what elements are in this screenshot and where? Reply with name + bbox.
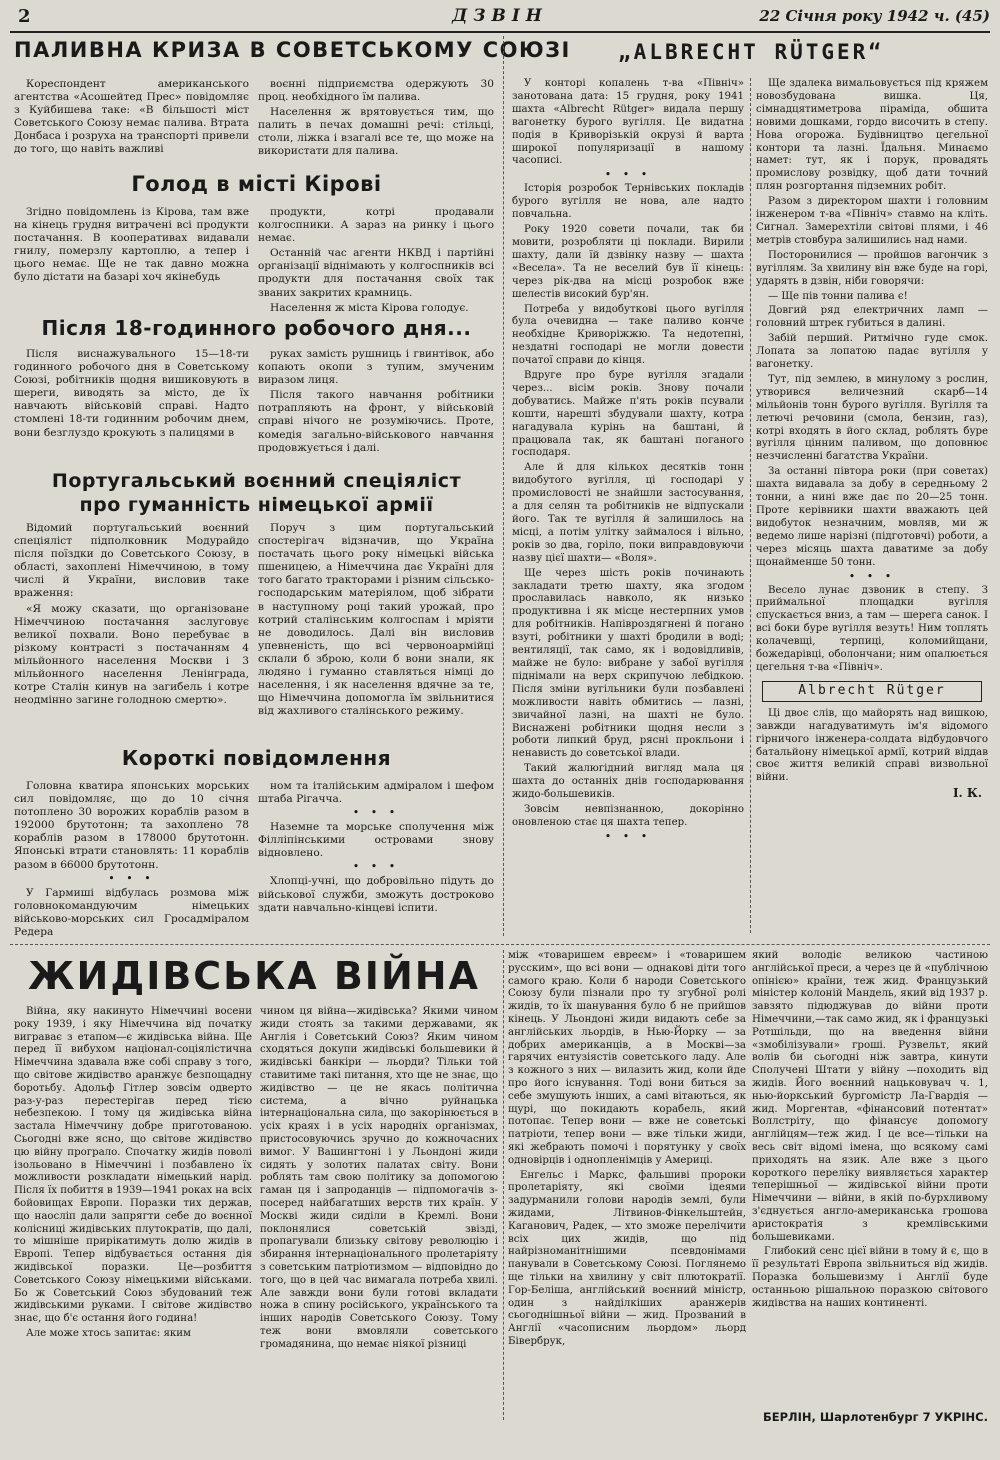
article6-col1-p9: Зовсім невпізнанною, докорінно оновленою стає ця шахта тепер. xyxy=(512,803,744,828)
name-plate-box: Albrecht Rütger xyxy=(762,681,982,702)
article5-col2-p2: Наземне та морське сполучення між Філліпінськими островами знову відновлено. xyxy=(258,821,494,860)
article6-col2-p1: Ще здалека вимальовується під кряжем новозбудована вишка. Ця, сімнадцятиметрова піраміда, обшита новими дошками, гордо височить в степу. Нова огорожа. Будівництво цегельної контори та лазні. Їдальня. Минаємо намет: тут, як і порук, провадять промислову розвідку, щоб дати точний плян розгортання підземних робіт. xyxy=(756,78,988,193)
article7-col1-end: Але може хтось запитає: яким xyxy=(26,1327,191,1339)
separator-dots: • • • xyxy=(108,871,155,885)
article1-col1 xyxy=(14,78,249,159)
article7-col2-text: чином ця війна—жидівська? Якими чином жиди стоять за такими державами, як Англія і Советський Союз? Яким чином сходяться докупи жидівські большевики й жидівські банкіри — льорди? Тільки той ставитиме такі питання, хто ще не знає, що жидівство — це не якась політична система, а вічно руйнацька інтернаціональна сила, що закорінюється в усіх краях і в усіх народніх організмах, пристосовуючись зручно до кожночасних вимог. У Вашингтоні і у Льондоні жиди сидять у золотих палатах світу. Вони роблять там свою політику за допомогою гаман ця і запроданців — підпомогачів з-посеред найбагатших верств тих країн. У Москві жиди сиділи в Кремлі. Вони поклонялися советській звізді, пропагували близьку світову революцію і збирання інтернаціонального пролетаріяту з советським патріотизмом — відповідно до того, що в цей час вимагала потреба хвилі. Але завжди вони були готові вкладати ножа в спину російського, українського та інших народів Советського Союзу. Тому теж вони вмовляли советського громадянина, що немає ніякої різниці xyxy=(260,1006,498,1350)
article2-col2-p2: Останній час агенти НКВД і партійні організації віднімають у колгоспників всі продукти для постачання своїх так званих закритих крамниць. xyxy=(258,247,494,299)
article5-col2 xyxy=(258,780,494,917)
article2-title: Голод в місті Кірові xyxy=(131,172,382,196)
article1-col1-text: Кореспондент американського агентства «Асошейтед Прес» повідомляє з Куйбишева таке: «В більшості міст Советського Союзу немає палива. Втрата Донбаса і розруха на транспорті привели до того, що навіть важливі xyxy=(14,78,249,156)
separator-dots: • • • xyxy=(352,860,400,874)
article1-col2-p2: Населення ж врятовується тим, що палить в печах домашні речі: стільці, столи, ліжка і взагалі все те, що може на використати для палива. xyxy=(258,106,494,158)
article7-col4-text: який володіє великою частиною англійської преси, а через це й «публічною опінією» країни, теж жид. Французький міністер колоній Мандель, який від 1937 р. завзято підюджував до війни проти Німеччини,—так само жид, як і французькі Ротшільди, що на введення війни «змобілізували» гроші. Рузвельт, який волів би сьогодні ніж завтра, кинути Сполучені Штати у війну —походить від жидів. Його воєнний нацьковувач ч. 1, нью-йоркський бургомістр Ла-Гвардія — жид. Моргентав, «фінансовий потентат» Воллстріту, що фінансує допомогу англійцям—теж жид. І це все—тільки на весь світ відомі імена, що всякому самі приходять на язик. Але вже з цього короткого переліку виявляється характер теперішньої — жидівської війни проти Німеччини — війни, в якій по-бурхливому з'єднується англо-американська грошова аристократія з кремлівськими большевиками. xyxy=(752,950,988,1243)
article6-col2 xyxy=(756,78,988,800)
article5-col1 xyxy=(14,780,249,941)
article5-col2-p3: Хлопці-учні, що добровільно підуть до військової служби, зможуть достроково здати навчально-кінцеві іспити. xyxy=(258,875,494,914)
column-rule xyxy=(503,950,504,1420)
article6-col1-p2: Історія розробок Тернівських покладів бурого вугілля не нова, але надто повчальна. xyxy=(512,183,744,221)
article7-col1-text: Війна, яку накинуто Німеччині восени року 1939, і яку Німеччина від початку виграває з етапом—є жидівська війна. Ще перед її вибухом націонал-соціялістична Німеччина здавала вже собі справу з того, що світове жидівство аранжує безпощадну боротьбу. Адольф Гітлер зовсім одверто раз-у-раз перестерігав перед тією небезпекою. І тому ця жидівська війна застала Німеччину добре приготованою. Сьогодні вже ясно, що світове жидівство цю війну програло. Спочатку жидів поволі ізольовано в Німеччині і позбавлено їх можливости розкладати німецький нарід. Після їх побиття в 1939—1941 роках на всіх бойовищах Европи. Поразки тих держав, що наосліп дали запрягти себе до воєнної колісниці жидівських плутократів, що далі, то мішніше прирікатимуть долю жидів в Европі. Тепер відбувається остання дія жидівської поразки. Це—розбиття Советського Союзу німецькими військами. Бо ж Советський Союз збудований теж жидівськими руками. І світове жидівство знає, що б'є остання його година! xyxy=(14,1006,252,1325)
footer-dateline: БЕРЛІН, Шарлотенбург 7 УКРІНС. xyxy=(763,1410,988,1424)
article6-col2-p4: — Ще пів тонни палива є! xyxy=(768,290,908,302)
article6-col1-p6: Але й для кількох десятків тонн видобутого вугілля, ці господарі у промисловості не знайшли застосування, а для селян та робітників не відпускали його. Так те вугілля й залишилось на місці, а потім улітку займалося і вільно, років зо два, горіло, поки виправдовуючи назву цієї шахти— «Воля». xyxy=(512,462,744,564)
article2-col1-text: Згідно повідомлень із Кірова, там вже на кінець грудня витрачені всі продукти постачання. В кооперативах видавали гнилу, померзлу картоплю, а тепер і цього немає. Ще не так давно можна було дістати на базарі хоч якінебудь xyxy=(14,206,249,284)
article7-col2 xyxy=(260,1006,498,1354)
article6-col2-p3: Посторонилися — пройшов вагончик з вугіллям. За хвилину він вже буде на горі, ударять в дзвін, ніби говорячи: xyxy=(756,249,988,287)
article1-col2-p1: воєнні підприємства одержують 30 проц. необхідного їм палива. xyxy=(258,78,494,104)
article3-col2-p1: руках замість рушниць і гвинтівок, або копають окопи з тупим, змученим виразом лиця. xyxy=(258,348,494,387)
article4-title-line2: про гуманність німецької армії xyxy=(79,494,434,516)
article7-col3-b: Енгельс і Маркс, фальшиві пророки пролетаріяту, які своїми ідеями задурманили голови народів землі, були жидами, Літвинов-Фінкельштейн, Каганович, Радек, — хто зможе перелічити всіх цих жидів, що під найрізноманітнішими псевдонімами панували в Советському Союзі. Поглянемо ще тільки на хвилину у світ плютократії. Гор-Беліша, англійський воєнний міністр, один з найділкіших аранжерів сьогоднішньої війни — жид. Прозваний в Англії «часописним льордом» льорд Бівербрук, xyxy=(508,1169,746,1347)
article3-col2 xyxy=(258,348,494,457)
article6-col2-end: Ці двоє слів, що майорять над вишкою, завжди нагадуватимуть ім'я відомого гірничого інженера-солдата відбудовчого батальйону німецької армії, котрий віддав своє життя великій справі визвольної війни. xyxy=(756,707,988,784)
article5-title: Короткі повідомлення xyxy=(121,746,392,770)
article3-col1-text: Після виснажувального 15—18-ти годинного робочого дня в Советському Союзі, робітників щодня вишиковують в шереги, виводять за місто, де їх навчають військовій справі. Надто стомлені 18-ти годинним робочим днем, вони безглуздо крокують з палицями в xyxy=(14,348,249,439)
section-rule xyxy=(10,944,990,945)
article3-col1 xyxy=(14,348,249,442)
article5-col1-p2: У Гармиші відбулась розмова між головнокомандуючим німецьких військово-морських сил Гросадміралом Редера xyxy=(14,886,249,938)
article7-col4 xyxy=(752,950,988,1312)
article4-col1-p1: Відомий португальський воєнний спеціяліст підполковник Модурайдо після поїздки до Советського Союзу, в області, захоплені Німеччиною, в тому числі й України, висловив таке враження: xyxy=(14,522,249,600)
date-issue: 22 Січня року 1942 ч. (45) xyxy=(759,7,990,25)
article6-col2-p2: Разом з директором шахти і головним інженером т-ва «Північ» ставмо на кліть. Сигнал. Замерехтіли світові плями, і 46 метрів стовбура залишились над нами. xyxy=(756,196,988,246)
separator-dots: • • • xyxy=(604,168,652,182)
article1-col2 xyxy=(258,78,494,161)
separator-dots: • • • xyxy=(352,806,400,820)
article2-col2 xyxy=(258,206,494,317)
article6-col1-p5: Вдруге про буре вугілля згадали через... вісім років. Знову почали добуватись. Майже п'ять років псували кошти, нарешті збудували шахту, котра нагадувала курінь на баштані, й працювала так, як баштані поганого господаря. xyxy=(512,370,744,459)
signature: І. К. xyxy=(952,786,982,801)
separator-dots: • • • xyxy=(604,829,652,843)
article4-col1 xyxy=(14,522,249,709)
article7-col4-b: Глибокий сенс цієї війни в тому й є, що в її результаті Европа звільниться від жидів. Поразка большевизму і Англії буде останньою рішальною поразкою світового жидівства на наших континенті. xyxy=(752,1246,988,1309)
article7-col3-text: між «товаришем евреєм» і «товаришем русским», що всі вони — однакові діти того самого краю. Коли б народи Советського Союзу були пізнали про ту згубної ролі жидів, то їх шанування було б не прийшов кінець. У Льондоні жиди видають себе за англійських льордів, в Нью-Йорку — за добрих американців, а в Москві—за гарячих ентузіястів советського ладу. Але з кожного з них — вилазить жид, коли йде про його існування. Тоді вони биться за себе змушують інших, а самі вітаються, як щурі, що покидають корабель, який потопає. Тепер вони — вже не советські патріоти, тепер вони — вже тільки жиди, які жебрають помочі і порятунку у своїх одновірців і однопленімців у Америці. xyxy=(508,950,746,1166)
article6-col2-p5: Довгий ряд електричних ламп — головний штрек губиться в далині. xyxy=(756,305,988,330)
page-number: 2 xyxy=(18,6,31,27)
article2-col1 xyxy=(14,206,249,287)
article7-title: ЖИДІВСЬКА ВІЙНА xyxy=(28,954,480,998)
article6-col2-p9: Весело лунає дзвоник в степу. З приймальної площадки вугілля спускається вниз, а там — шерега санок. І всі боки буре вугілля везуть! Ним топлять колачевщі, терпиці, коломийщани, божедарівці, оболончани; ним опалюється цегельня т-ва «Північ». xyxy=(756,584,988,673)
article6-col1-p8: Такий жалюгідний вигляд мала ця шахта до останніх днів господарювання жидо-большевиків. xyxy=(512,763,744,801)
article2-col2-p1: продукти, котрі продавали колгоспники. А зараз на ринку і цього немає. xyxy=(258,206,494,245)
article6-col1 xyxy=(512,78,744,845)
article6-col2-p8: За останні півтора роки (при советах) шахта видавала за добу в середньому 2 тонни, а нині вже дає по 20—25 тонн. Проте керівники шахти вважають цей видобуток незначним, мовляв, ми ж ведемо лише нарізні (підготовчі) роботи, а через місяць шахта даватиме за добу щонайменше 50 тонн. xyxy=(756,466,988,568)
article6-col2-p7: Тут, під землею, в минулому з рослин, утворився величезний скарб—14 мільйонів тонн бурого вугілля. Вугілля та летючі речовини (смола, бензин, газ), котрі входять в його склад, роблять буре вугілля цінним паливом, що доповнює незчисленні багатства України. xyxy=(756,373,988,463)
article6-col1-p4: Потреба у видобуткові цього вугілля була очевидна — таке паливо конче необхідне Криворіжжю. Та недотепні, нездатні господарі не могли довести початої справи до кінця. xyxy=(512,303,744,367)
header-rule xyxy=(10,31,990,33)
article1-title: ПАЛИВНА КРИЗА В СОВЕТСЬКОМУ СОЮЗІ xyxy=(14,38,571,62)
article3-col2-p2: Після такого навчання робітники потрапляють на фронт, у військовій справі нічого не розуміючись. Проте, комедія загально-військового навчання продовжується і далі. xyxy=(258,389,494,454)
article4-col1-p2: «Я можу сказати, що організоване Німеччиною постачання заслуговує великої похвали. Воно перебуває в різкому контрасті з постачанням 4 мільйонного населення Москви і 3 мільйонного населення Ленінграда, котре Сталін кинув на загибель і котре неодмінно загине голодною смертю». xyxy=(14,602,249,707)
article7-col3 xyxy=(508,950,746,1351)
separator-dots: • • • xyxy=(848,569,896,583)
article6-title: „ALBRECHT RÜTGER“ xyxy=(618,40,884,64)
article6-col2-p6: Забій перший. Ритмічно гуде смок. Лопата за лопатою падає вугілля у вагонетку. xyxy=(756,333,988,371)
column-rule xyxy=(503,36,504,936)
article6-col1-p3: Року 1920 совети почали, так би мовити, розробляти ці поклади. Вирили шахту, дали їй дзвінку назву — шахта «Весела». Та не веселий був її кінець: через рік-два на місці розробок вже шелестів високий бур'ян. xyxy=(512,224,744,300)
article3-title: Після 18-годинного робочого дня... xyxy=(41,316,472,340)
article2-col2-p3: Населення ж міста Кірова голодує. xyxy=(270,301,469,314)
article6-col1-p1: У конторі копалень т-ва «Північ» занотована дата: 15 грудня, року 1941 шахта «Albrecht Rütger» видала першу вагонетку бурого вугілля. Це видатна подія в Криворізькій окрузі й варта широкої популяризації в нашому часописі. xyxy=(512,78,744,167)
paper-title: ДЗВІН xyxy=(452,6,548,26)
column-rule xyxy=(750,78,751,933)
article6-col1-p7: Ще через шість років починають закладати третю шахту, яка згодом прославилась навколо, як низько продуктивна і як місце нестерпних умов для робітників. Напівроздягнені й погано взуті, робітники у шахті бродили в воді; вентиляції, так само, як і водовідливів, майже не було: вибране у забої вугілля піднімали на верх скрипучою лебідкою. Після зміни вугільники були позбавлені можливости навіть обмитись — лазні, звичайної лазні, на шахті не було. Виснажені робітники щодня несли з роботи липкий бруд, рясні прокльони і ненависть до советської влади. xyxy=(512,567,744,760)
article4-col2 xyxy=(258,522,494,720)
article4-col2-p1: Поруч з цим португальський спостерігач відзначив, що Україна постачать цього року німецькі війська пшеницею, а Німеччина дає Україні для того багато тракторами і різним сільсько-господарським матеріялом, щоб зібрати в наступному році такий урожай, про котрий сталінським колгоспам і мріяти не доводилось. Далі він висловив упевненість, що всі червоноармійці склали б зброю, коли б вони знали, як людяно і гуманно ставляться німці до населення, і як населення вдячне за те, що Німеччина допомогла їм звільнитися від жахливого сталінського режиму. xyxy=(258,522,494,718)
article5-col1-p1: Головна кватира японських морських сил повідомляє, що до 10 січня потоплено 30 ворожих кораблів разом в 192000 брутотонн; та захоплено 78 кораблів разом в 178000 брутотонн. Японські втрати становлять: 11 кораблів разом в 66000 брутотонн. xyxy=(14,780,249,871)
article4-title-line1: Португальський воєнний спеціяліст xyxy=(51,470,462,492)
article7-col1 xyxy=(14,1006,252,1343)
article5-col2-p1: ном та італійським адміралом і шефом штаба Рігачча. xyxy=(258,780,494,806)
